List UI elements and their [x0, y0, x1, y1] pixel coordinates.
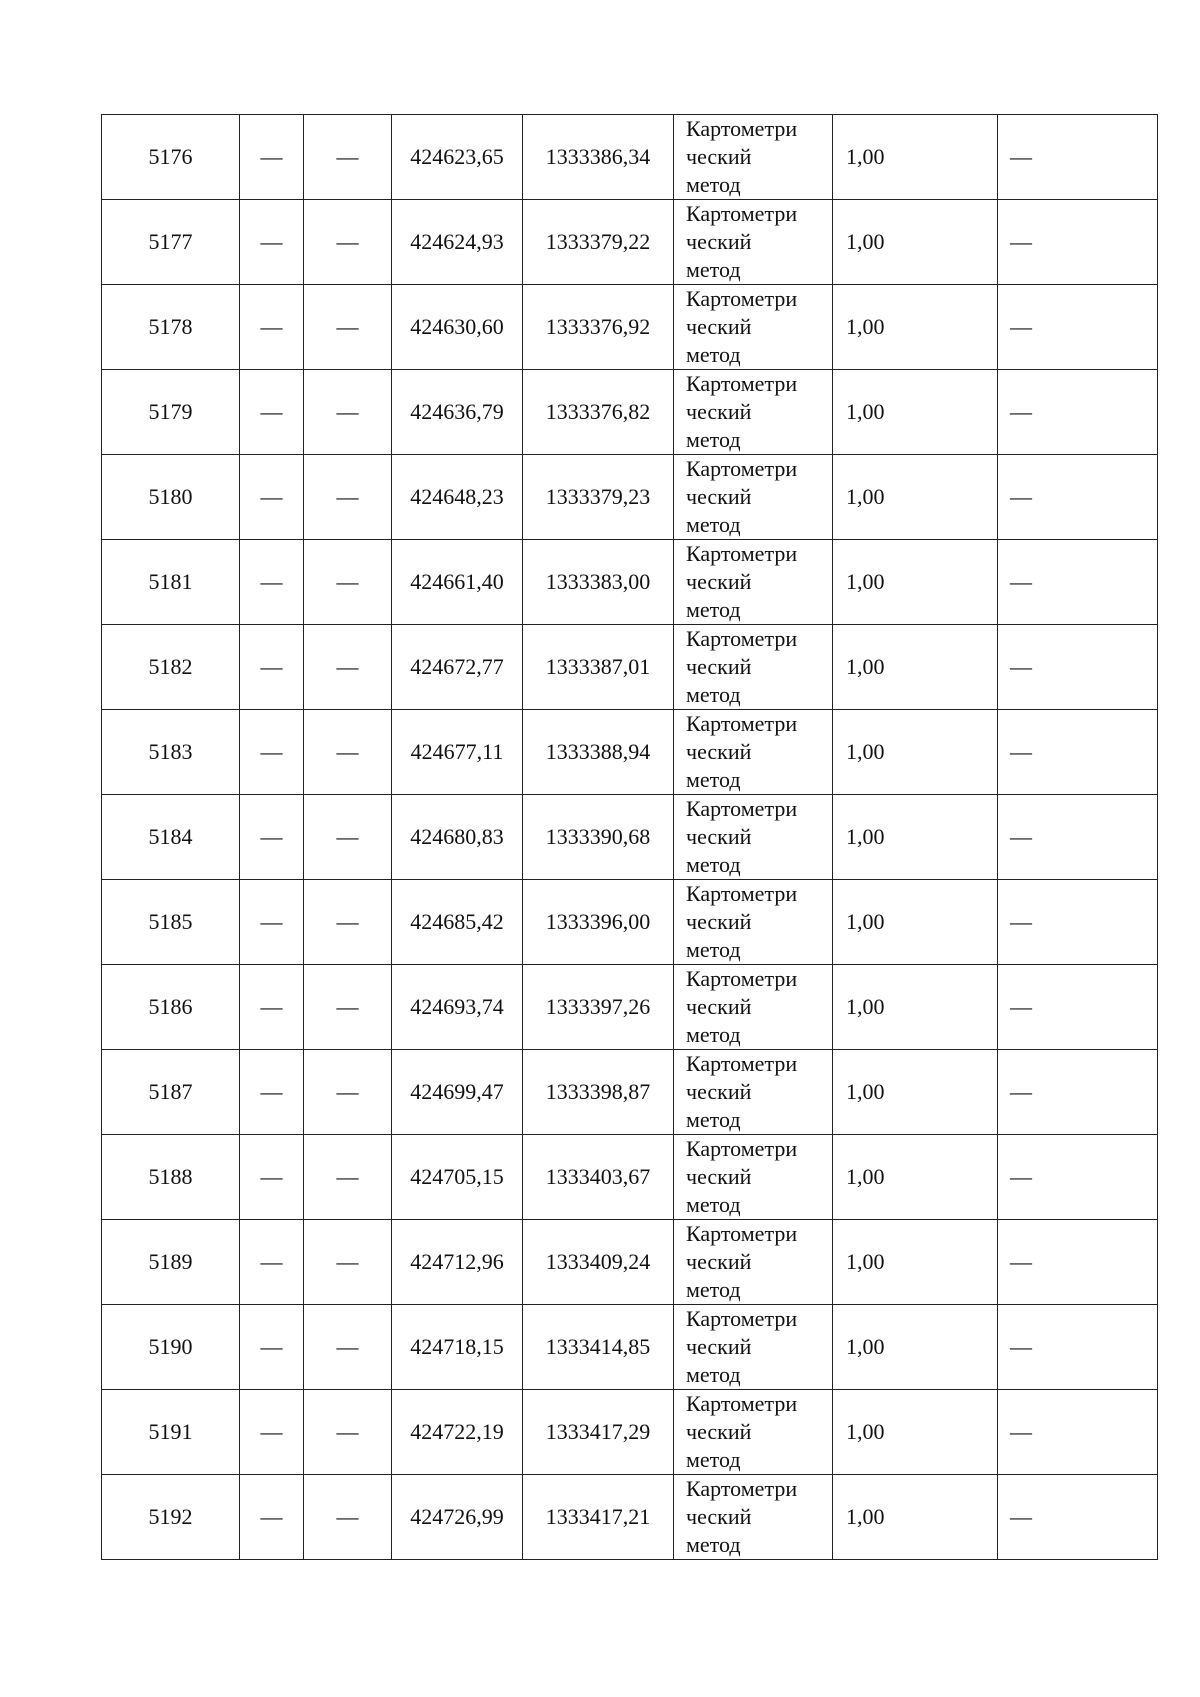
method-cell: [674, 1475, 833, 1560]
empty-value-cell: —: [998, 285, 1158, 370]
accuracy-cell: 1,00: [833, 880, 998, 965]
empty-value-cell: —: [304, 540, 392, 625]
y-coordinate-cell: 1333386,34: [523, 115, 674, 200]
empty-value-cell: —: [240, 1475, 304, 1560]
accuracy-cell: 1,00: [833, 115, 998, 200]
table-row: [102, 1135, 1158, 1220]
empty-value-cell: —: [304, 965, 392, 1050]
point-number-cell: 5189: [102, 1220, 240, 1305]
empty-value-cell: —: [304, 455, 392, 540]
method-line: ческий: [686, 1419, 752, 1444]
method-cell: [674, 1050, 833, 1135]
accuracy-cell: 1,00: [833, 1135, 998, 1220]
point-number-cell: 5178: [102, 285, 240, 370]
table-row: [102, 1305, 1158, 1390]
point-number-cell: 5180: [102, 455, 240, 540]
method-line: ческий: [686, 909, 752, 934]
empty-value-cell: —: [240, 540, 304, 625]
method-cell: [674, 115, 833, 200]
method-cell: [674, 285, 833, 370]
empty-value-cell: —: [240, 370, 304, 455]
x-coordinate-cell: 424685,42: [392, 880, 523, 965]
x-coordinate-cell: 424680,83: [392, 795, 523, 880]
point-number-cell: 5183: [102, 710, 240, 795]
y-coordinate-cell: 1333376,92: [523, 285, 674, 370]
empty-value-cell: —: [998, 880, 1158, 965]
method-line: метод: [686, 512, 741, 537]
method-line: ческий: [686, 1334, 752, 1359]
accuracy-cell: 1,00: [833, 1050, 998, 1135]
method-line: метод: [686, 342, 741, 367]
empty-value-cell: —: [240, 880, 304, 965]
empty-value-cell: —: [998, 1390, 1158, 1475]
empty-value-cell: —: [998, 1475, 1158, 1560]
method-line: ческий: [686, 399, 752, 424]
method-cell: [674, 965, 833, 1050]
empty-value-cell: —: [304, 370, 392, 455]
method-cell: [674, 710, 833, 795]
table-row: [102, 200, 1158, 285]
point-number-cell: 5186: [102, 965, 240, 1050]
empty-value-cell: —: [240, 455, 304, 540]
method-line: Картометри: [686, 1476, 798, 1501]
method-line: Картометри: [686, 796, 798, 821]
empty-value-cell: —: [998, 1135, 1158, 1220]
method-line: Картометри: [686, 1136, 798, 1161]
y-coordinate-cell: 1333398,87: [523, 1050, 674, 1135]
table-row: [102, 1050, 1158, 1135]
method-cell: [674, 455, 833, 540]
table-row: [102, 370, 1158, 455]
method-line: метод: [686, 1022, 741, 1047]
empty-value-cell: —: [304, 1050, 392, 1135]
empty-value-cell: —: [998, 1305, 1158, 1390]
x-coordinate-cell: 424630,60: [392, 285, 523, 370]
empty-value-cell: —: [240, 285, 304, 370]
empty-value-cell: —: [240, 200, 304, 285]
empty-value-cell: —: [998, 540, 1158, 625]
point-number-cell: 5179: [102, 370, 240, 455]
empty-value-cell: —: [304, 115, 392, 200]
empty-value-cell: —: [998, 455, 1158, 540]
x-coordinate-cell: 424699,47: [392, 1050, 523, 1135]
empty-value-cell: —: [998, 1220, 1158, 1305]
method-line: метод: [686, 1532, 741, 1557]
empty-value-cell: —: [304, 710, 392, 795]
method-line: ческий: [686, 654, 752, 679]
method-cell: [674, 1305, 833, 1390]
x-coordinate-cell: 424636,79: [392, 370, 523, 455]
table-row: [102, 710, 1158, 795]
method-cell: [674, 1135, 833, 1220]
method-cell: [674, 540, 833, 625]
y-coordinate-cell: 1333396,00: [523, 880, 674, 965]
table-row: [102, 880, 1158, 965]
empty-value-cell: —: [998, 115, 1158, 200]
method-line: ческий: [686, 739, 752, 764]
empty-value-cell: —: [240, 965, 304, 1050]
method-cell: [674, 370, 833, 455]
method-line: Картометри: [686, 881, 798, 906]
method-line: метод: [686, 852, 741, 877]
point-number-cell: 5177: [102, 200, 240, 285]
y-coordinate-cell: 1333417,29: [523, 1390, 674, 1475]
y-coordinate-cell: 1333409,24: [523, 1220, 674, 1305]
point-number-cell: 5190: [102, 1305, 240, 1390]
x-coordinate-cell: 424677,11: [392, 710, 523, 795]
empty-value-cell: —: [998, 625, 1158, 710]
method-line: метод: [686, 172, 741, 197]
method-line: Картометри: [686, 286, 798, 311]
method-line: Картометри: [686, 1051, 798, 1076]
accuracy-cell: 1,00: [833, 540, 998, 625]
x-coordinate-cell: 424623,65: [392, 115, 523, 200]
accuracy-cell: 1,00: [833, 795, 998, 880]
table-row: [102, 965, 1158, 1050]
method-line: ческий: [686, 484, 752, 509]
method-line: Картометри: [686, 1221, 798, 1246]
x-coordinate-cell: 424661,40: [392, 540, 523, 625]
x-coordinate-cell: 424693,74: [392, 965, 523, 1050]
method-line: метод: [686, 597, 741, 622]
x-coordinate-cell: 424726,99: [392, 1475, 523, 1560]
method-line: метод: [686, 937, 741, 962]
empty-value-cell: —: [304, 795, 392, 880]
point-number-cell: 5192: [102, 1475, 240, 1560]
accuracy-cell: 1,00: [833, 1305, 998, 1390]
table-body: [102, 115, 1158, 1560]
empty-value-cell: —: [304, 625, 392, 710]
accuracy-cell: 1,00: [833, 455, 998, 540]
point-number-cell: 5184: [102, 795, 240, 880]
method-line: Картометри: [686, 711, 798, 736]
method-line: Картометри: [686, 201, 798, 226]
empty-value-cell: —: [304, 200, 392, 285]
method-line: Картометри: [686, 1391, 798, 1416]
method-line: ческий: [686, 144, 752, 169]
empty-value-cell: —: [240, 115, 304, 200]
x-coordinate-cell: 424624,93: [392, 200, 523, 285]
empty-value-cell: —: [998, 370, 1158, 455]
empty-value-cell: —: [240, 625, 304, 710]
empty-value-cell: —: [304, 1390, 392, 1475]
method-line: ческий: [686, 1164, 752, 1189]
y-coordinate-cell: 1333388,94: [523, 710, 674, 795]
table-row: [102, 285, 1158, 370]
y-coordinate-cell: 1333387,01: [523, 625, 674, 710]
method-line: Картометри: [686, 541, 798, 566]
method-line: метод: [686, 427, 741, 452]
table-row: [102, 115, 1158, 200]
x-coordinate-cell: 424722,19: [392, 1390, 523, 1475]
empty-value-cell: —: [240, 1050, 304, 1135]
accuracy-cell: 1,00: [833, 370, 998, 455]
method-line: ческий: [686, 229, 752, 254]
y-coordinate-cell: 1333379,22: [523, 200, 674, 285]
empty-value-cell: —: [998, 795, 1158, 880]
y-coordinate-cell: 1333390,68: [523, 795, 674, 880]
method-line: метод: [686, 1277, 741, 1302]
method-line: метод: [686, 1447, 741, 1472]
point-number-cell: 5188: [102, 1135, 240, 1220]
method-line: ческий: [686, 824, 752, 849]
method-line: ческий: [686, 994, 752, 1019]
method-line: ческий: [686, 1249, 752, 1274]
point-number-cell: 5181: [102, 540, 240, 625]
accuracy-cell: 1,00: [833, 1390, 998, 1475]
y-coordinate-cell: 1333397,26: [523, 965, 674, 1050]
accuracy-cell: 1,00: [833, 285, 998, 370]
x-coordinate-cell: 424648,23: [392, 455, 523, 540]
empty-value-cell: —: [998, 1050, 1158, 1135]
method-line: метод: [686, 1107, 741, 1132]
method-line: Картометри: [686, 966, 798, 991]
point-number-cell: 5185: [102, 880, 240, 965]
table-row: [102, 540, 1158, 625]
method-cell: [674, 200, 833, 285]
y-coordinate-cell: 1333376,82: [523, 370, 674, 455]
method-line: метод: [686, 767, 741, 792]
method-line: метод: [686, 1362, 741, 1387]
method-line: Картометри: [686, 371, 798, 396]
empty-value-cell: —: [304, 1305, 392, 1390]
y-coordinate-cell: 1333414,85: [523, 1305, 674, 1390]
method-cell: [674, 1220, 833, 1305]
point-number-cell: 5182: [102, 625, 240, 710]
point-number-cell: 5187: [102, 1050, 240, 1135]
table-row: [102, 795, 1158, 880]
method-line: Картометри: [686, 456, 798, 481]
method-line: ческий: [686, 1079, 752, 1104]
method-line: метод: [686, 1192, 741, 1217]
table-row: [102, 455, 1158, 540]
empty-value-cell: —: [240, 1135, 304, 1220]
empty-value-cell: —: [304, 1475, 392, 1560]
x-coordinate-cell: 424705,15: [392, 1135, 523, 1220]
x-coordinate-cell: 424718,15: [392, 1305, 523, 1390]
x-coordinate-cell: 424672,77: [392, 625, 523, 710]
method-line: метод: [686, 682, 741, 707]
y-coordinate-cell: 1333383,00: [523, 540, 674, 625]
empty-value-cell: —: [998, 710, 1158, 795]
table-row: [102, 1220, 1158, 1305]
empty-value-cell: —: [304, 880, 392, 965]
method-line: Картометри: [686, 1306, 798, 1331]
method-line: ческий: [686, 569, 752, 594]
accuracy-cell: 1,00: [833, 965, 998, 1050]
table-row: [102, 625, 1158, 710]
empty-value-cell: —: [304, 1135, 392, 1220]
empty-value-cell: —: [998, 200, 1158, 285]
method-cell: [674, 795, 833, 880]
table-row: [102, 1475, 1158, 1560]
method-line: ческий: [686, 314, 752, 339]
empty-value-cell: —: [240, 710, 304, 795]
accuracy-cell: 1,00: [833, 625, 998, 710]
accuracy-cell: 1,00: [833, 200, 998, 285]
accuracy-cell: 1,00: [833, 710, 998, 795]
y-coordinate-cell: 1333417,21: [523, 1475, 674, 1560]
empty-value-cell: —: [304, 1220, 392, 1305]
method-line: ческий: [686, 1504, 752, 1529]
point-number-cell: 5191: [102, 1390, 240, 1475]
y-coordinate-cell: 1333403,67: [523, 1135, 674, 1220]
empty-value-cell: —: [240, 1305, 304, 1390]
y-coordinate-cell: 1333379,23: [523, 455, 674, 540]
empty-value-cell: —: [240, 795, 304, 880]
empty-value-cell: —: [304, 285, 392, 370]
accuracy-cell: 1,00: [833, 1220, 998, 1305]
x-coordinate-cell: 424712,96: [392, 1220, 523, 1305]
point-number-cell: 5176: [102, 115, 240, 200]
table-row: [102, 1390, 1158, 1475]
method-cell: [674, 880, 833, 965]
empty-value-cell: —: [240, 1390, 304, 1475]
empty-value-cell: —: [240, 1220, 304, 1305]
method-line: Картометри: [686, 626, 798, 651]
method-line: метод: [686, 257, 741, 282]
empty-value-cell: —: [998, 965, 1158, 1050]
coordinates-table: [101, 114, 1158, 1560]
method-cell: [674, 625, 833, 710]
method-cell: [674, 1390, 833, 1475]
accuracy-cell: 1,00: [833, 1475, 998, 1560]
method-line: Картометри: [686, 116, 798, 141]
